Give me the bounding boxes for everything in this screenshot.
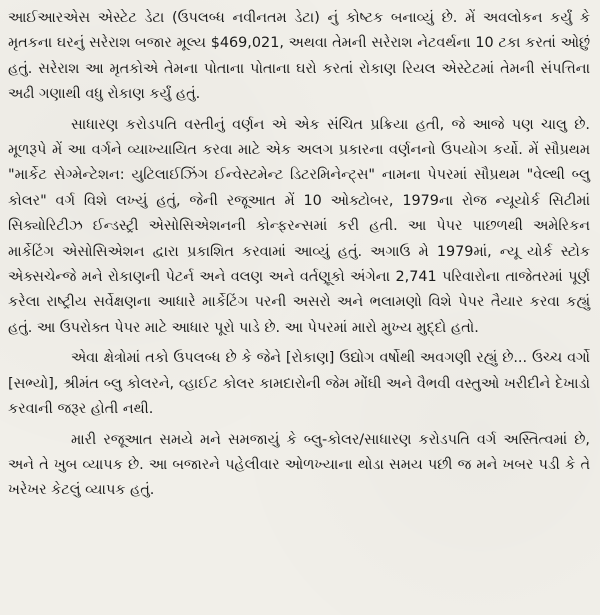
paragraph-millionaire-description: સાધારણ કરોડપતિ વસ્તીનું વર્ણન એ એક સંચિત પ્રક્રિયા હતી, જે આજે પણ ચાલુ છે. મૂળરૂપે મેં આ વર્ગને વ્યાખ્યાયિત કરવા માટે એક અલગ પ્રકારના વર્ણનનો ઉપયોગ કર્યો. મેં સૌપ્રથમ "માર્કેટ સેગ્મેન્ટેશન: યુટિલાઈઝિંગ ઈન્વેસ્ટમેન્ટ ડિટરમિનેન્ટ્સ" નામના પેપરમાં સૌપ્રથમ "વેલ્થી બ્લુ કોલર" વર્ગ વિશે લખ્યું હતું, જેની રજૂઆત મેં 10 ઓક્ટોબર, 1979ના રોજ ન્યૂયોર્ક સિટીમાં સિક્યોરિટીઝ ઈન્ડસ્ટ્રી એસોસિએશનની કોન્ફરન્સમાં કરી હતી. આ પેપર પાછળથી અમેરિકન માર્કેટિંગ એસોસિએશન દ્વારા પ્રકાશિત કરવામાં આવ્યું હતું. અગાઉ મે 1979માં, ન્યૂ યોર્ક સ્ટોક એક્સચેન્જે મને રોકાણની પેટર્ન અને વલણ અને વર્તણૂકો અંગેના 2,741 પરિવારોના તાજેતરમાં પૂર્ણ કરેલા રાષ્ટ્રીય સર્વેક્ષણના આધારે માર્કેટિંગ પરની અસરો અને ભલામણો વિશે પેપર તૈયાર કરવા કહ્યું હતું. આ ઉપરોક્ત પેપર માટે આધાર પૂરો પાડે છે. આ પેપરમાં મારો મુખ્ય મુદ્દો હતો. [8, 116, 590, 336]
paragraph-opportunities-quote: એવા ક્ષેત્રોમાં તકો ઉપલબ્ધ છે કે જેને [રોકાણ] ઉદ્યોગ વર્ષોથી અવગણી રહ્યું છે... ઉચ્ચ વર્ગો [સભ્યો], શ્રીમંત બ્લુ કોલરને, વ્હાઈટ કોલર કામદારોની જેમ મોંઘી અને વૈભવી વસ્તુઓ ખરીદીને દેખાડો કરવાની જરૂર હોતી નથી. [8, 350, 590, 418]
paragraph-estate-data: આઈઆરએસ એસ્ટેટ ડેટા (ઉપલબ્ધ નવીનતમ ડેટા) નું કોષ્ટક બનાવ્યું છે. મેં અવલોકન કર્યું કે મૃતકના ઘરનું સરેરાશ બજાર મૂલ્ય $469,021, અથવા તેમની સરેરાશ નેટવર્થના 10 ટકા કરતાં ઓછું હતું. સરેરાશ આ મૃતકોએ તેમના પોતાના પોતાના ઘરો કરતાં રોકાણ રિયલ એસ્ટેટમાં તેમની સંપત્તિના અઢી ગણાથી વધુ રોકાણ કર્યું હતું. [8, 10, 590, 103]
paragraph-blue-collar-market: મારી રજૂઆત સમયે મને સમજાયું કે બ્લુ-કોલર/સાધારણ કરોડપતિ વર્ગ અસ્તિત્વમાં છે, અને તે ખુબ વ્યાપક છે. આ બજારને પહેલીવાર ઓળખ્યાના થોડા સમય પછી જ મને ખબર પડી કે તે ખરેખર કેટલું વ્યાપક હતું. [8, 431, 590, 499]
